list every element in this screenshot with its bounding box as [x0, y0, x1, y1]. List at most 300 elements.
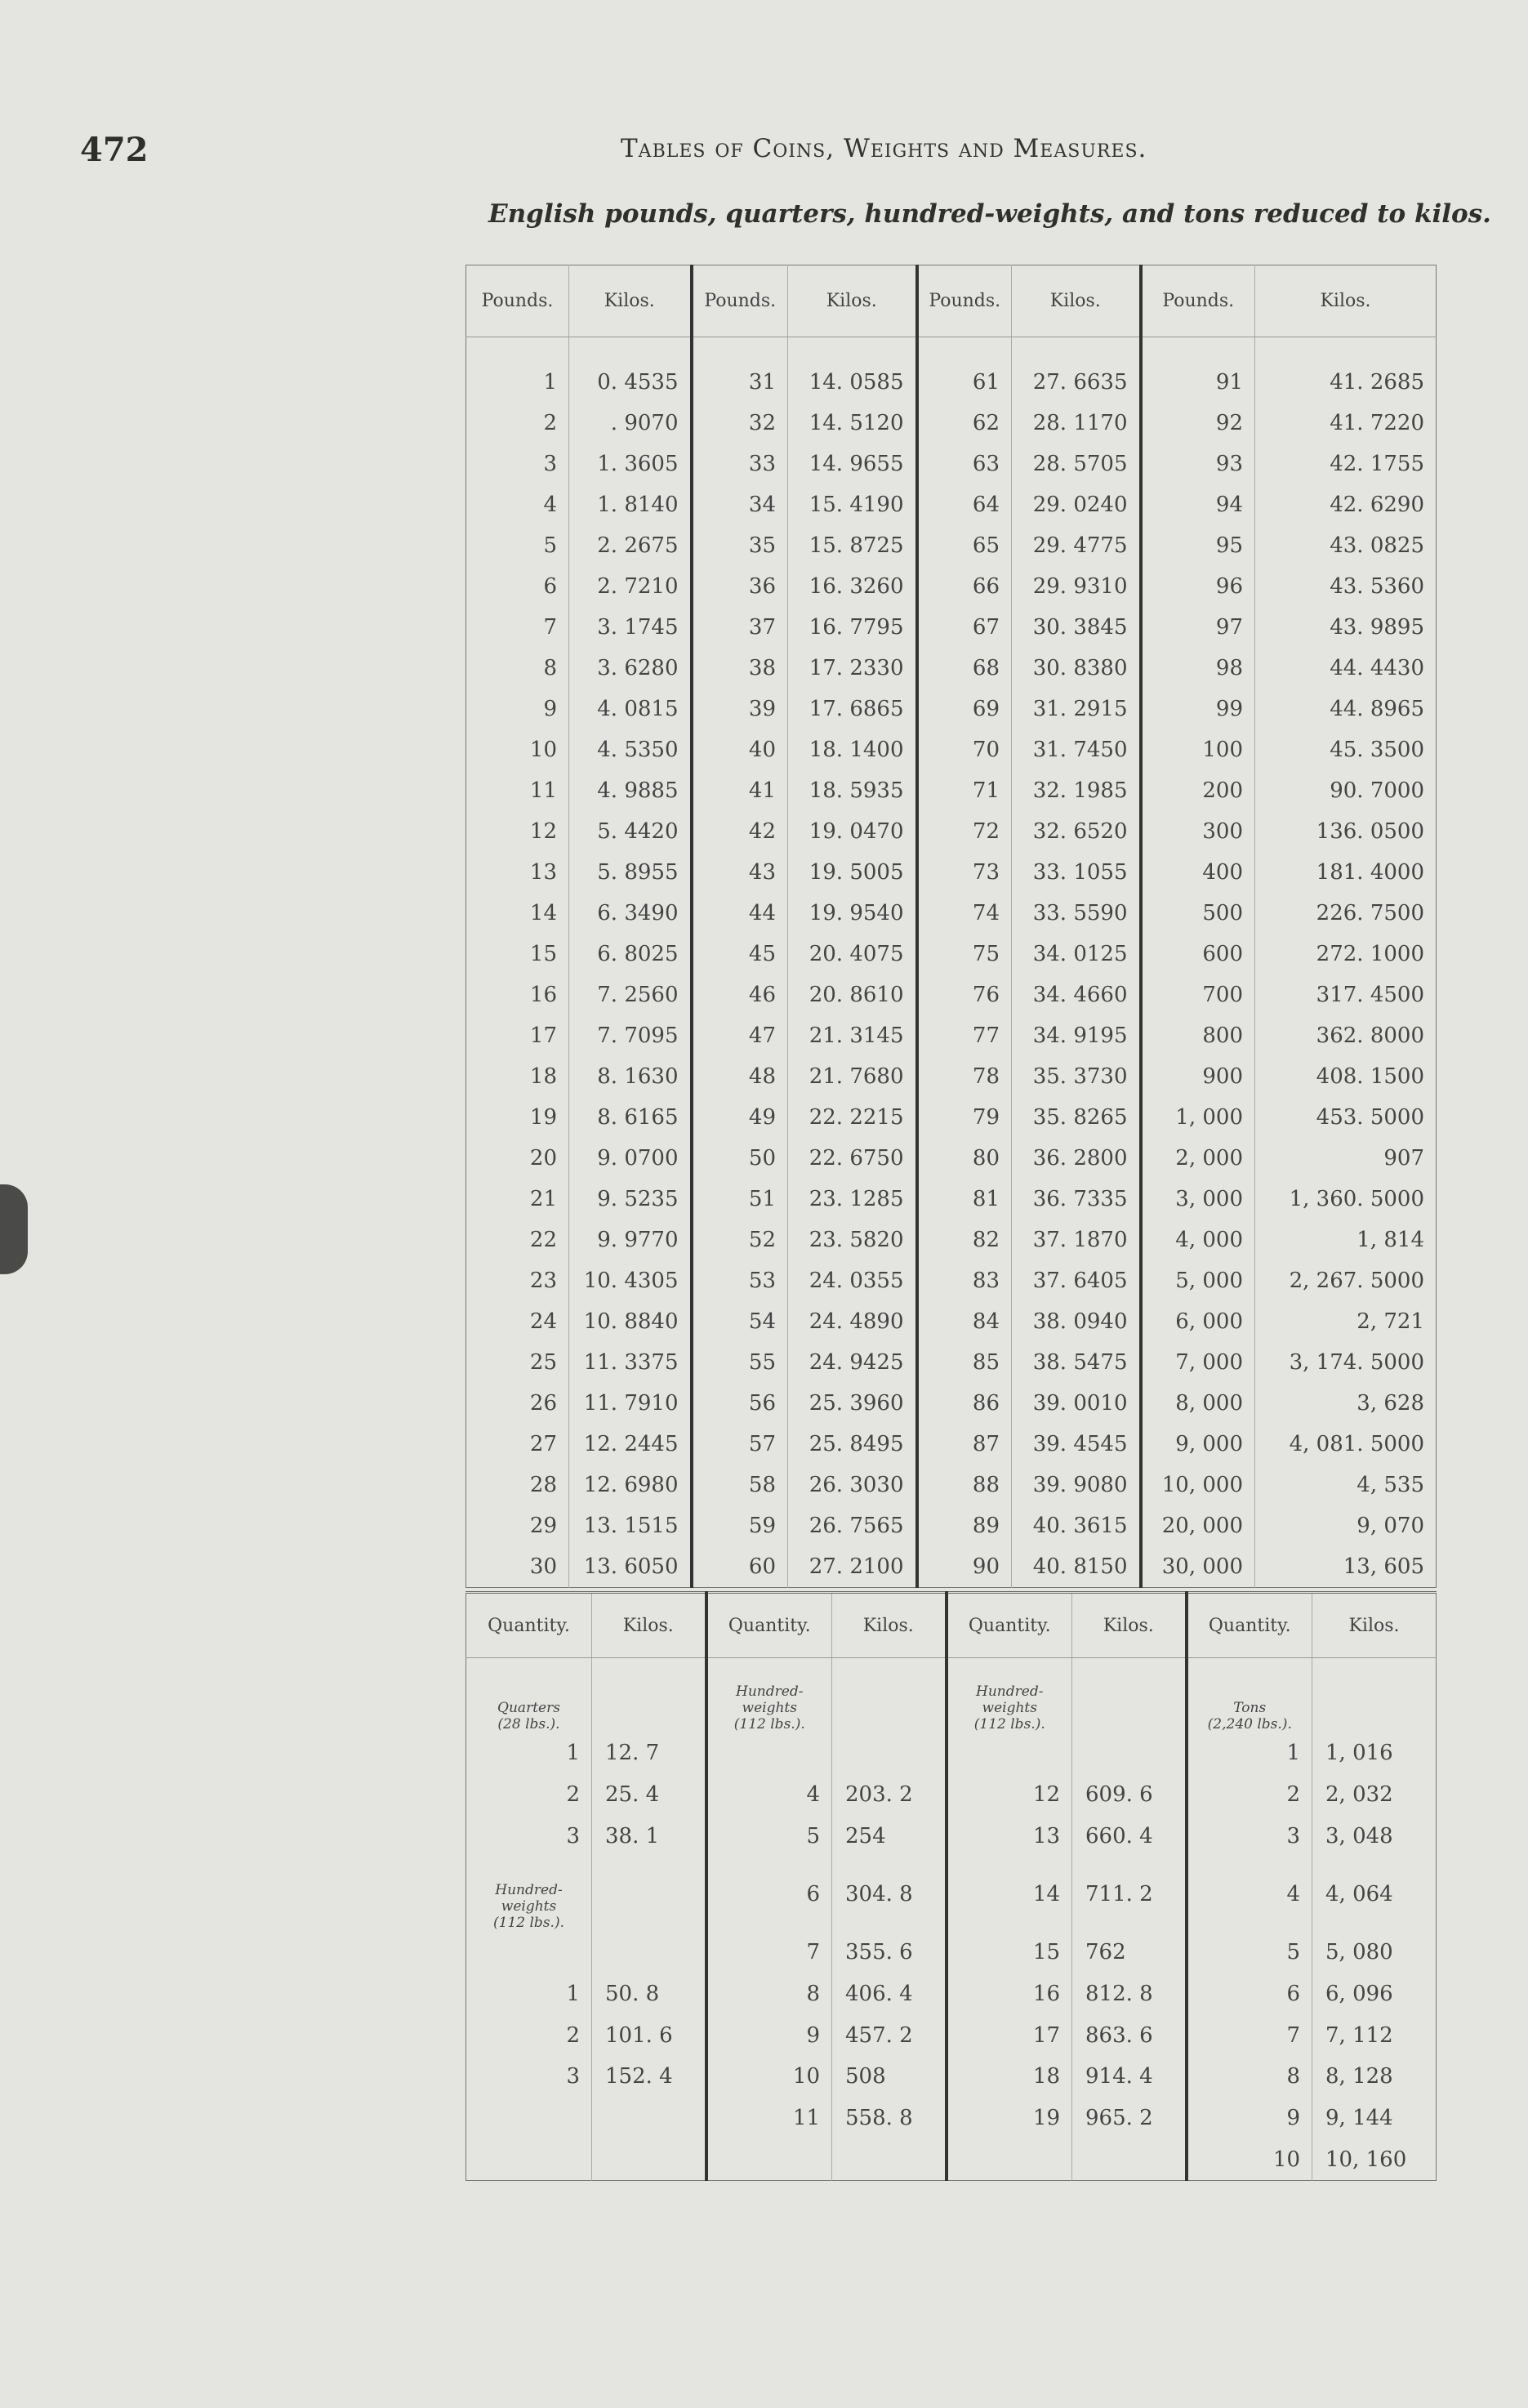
- pounds-cell: 74: [917, 893, 1012, 934]
- pounds-cell: 64: [917, 484, 1012, 525]
- unit-label-line: weights: [501, 1898, 557, 1915]
- quantity-cell: 17: [947, 2014, 1072, 2056]
- pounds-cell: 62: [917, 403, 1012, 444]
- kilos-cell: 12. 2445: [569, 1424, 692, 1465]
- kilos-cell: 2. 7210: [569, 566, 692, 607]
- kilos-cell: 9, 070: [1356, 1514, 1424, 1539]
- pounds-cell: 32: [692, 403, 788, 444]
- pounds-cell: 37: [692, 607, 788, 648]
- kilos-cell: 28. 1170: [1012, 403, 1141, 444]
- kilos-cell: 27. 2100: [788, 1546, 917, 1587]
- pounds-cell: 9, 000: [1141, 1424, 1255, 1465]
- unit-label-line: Hundred-: [495, 1882, 563, 1899]
- pounds-cell: 49: [692, 1097, 788, 1138]
- kilos-cell: 10. 8840: [569, 1301, 692, 1342]
- kilos-cell: 26. 7565: [788, 1505, 917, 1546]
- pounds-cell: 45: [692, 934, 788, 974]
- pounds-cell: 2: [466, 403, 569, 444]
- quantity-cell: 10: [706, 2056, 832, 2098]
- kilos-cell: 19. 9540: [788, 893, 917, 934]
- table-row: [466, 1505, 1437, 1546]
- kilos-cell: 33. 1055: [1012, 852, 1141, 893]
- kilos-cell: 24. 0355: [788, 1260, 917, 1301]
- pounds-cell: 23: [466, 1260, 569, 1301]
- pounds-cell: 67: [917, 607, 1012, 648]
- pounds-cell: 4: [466, 484, 569, 525]
- kilos-cell: 762: [1072, 1931, 1187, 1973]
- kilos-cell: 2. 2675: [569, 525, 692, 566]
- kilos-cell: 408. 1500: [1316, 1064, 1424, 1090]
- pounds-cell: 8, 000: [1141, 1383, 1255, 1424]
- pounds-cell: 48: [692, 1056, 788, 1097]
- quantity-cell: [706, 1732, 832, 1774]
- pounds-cell: 18: [466, 1056, 569, 1097]
- kilos-cell: [1312, 1658, 1437, 1732]
- pounds-cell: 30, 000: [1141, 1546, 1255, 1587]
- kilos-cell: 38. 0940: [1012, 1301, 1141, 1342]
- kilos-cell: 42. 1755: [1330, 451, 1424, 476]
- table-row: [466, 1301, 1437, 1342]
- table-row: [466, 1546, 1437, 1587]
- kilos-cell: 41. 2685: [1330, 369, 1424, 395]
- table-row: [466, 362, 1437, 403]
- pounds-cell: 5: [466, 525, 569, 566]
- kilos-cell: 1. 3605: [569, 444, 692, 484]
- table-row: [466, 1220, 1437, 1260]
- kilos-cell: 22. 2215: [788, 1097, 917, 1138]
- kilos-cell: 203. 2: [832, 1774, 947, 1816]
- pounds-cell: 44: [692, 893, 788, 934]
- kilos-cell: 6, 096: [1325, 1981, 1393, 2006]
- quantity-cell: [466, 1931, 592, 1973]
- pounds-cell: 100: [1141, 729, 1255, 770]
- pounds-cell: 15: [466, 934, 569, 974]
- quantity-cell: 6: [1187, 1973, 1312, 2014]
- quantity-cell: 6: [706, 1857, 832, 1931]
- pounds-cell: 26: [466, 1383, 569, 1424]
- unit-label-line: (28 lbs.).: [497, 1715, 560, 1732]
- kilos-cell: 28. 5705: [1012, 444, 1141, 484]
- kilos-cell: 1, 016: [1325, 1741, 1393, 1766]
- pounds-cell: 24: [466, 1301, 569, 1342]
- quantity-cell: 1: [466, 1732, 592, 1774]
- pounds-cell: 66: [917, 566, 1012, 607]
- quantity-cell: 18: [947, 2056, 1072, 2098]
- kilos-cell: 32. 1985: [1012, 770, 1141, 811]
- kilos-cell: 406. 4: [832, 1973, 947, 2014]
- kilos-cell: [832, 2139, 947, 2181]
- kilos-cell: 36. 2800: [1012, 1138, 1141, 1179]
- kilos-cell: 8. 1630: [569, 1056, 692, 1097]
- quantity-cell: 2: [466, 2014, 592, 2056]
- table-row: [466, 1138, 1437, 1179]
- pounds-cell: 50: [692, 1138, 788, 1179]
- pounds-cell: 31: [692, 362, 788, 403]
- kilos-cell: 914. 4: [1072, 2056, 1187, 2098]
- kilos-cell: 558. 8: [832, 2098, 947, 2139]
- unit-label: [466, 1857, 592, 1931]
- table-row: [466, 1260, 1437, 1301]
- pounds-cell: 3, 000: [1141, 1179, 1255, 1220]
- kilos-cell: 31. 7450: [1012, 729, 1141, 770]
- pounds-cell: 97: [1141, 607, 1255, 648]
- kilos-cell: 14. 9655: [788, 444, 917, 484]
- kilos-cell: 42. 6290: [1330, 492, 1424, 517]
- kilos-cell: 18. 1400: [788, 729, 917, 770]
- kilos-cell: 15. 8725: [788, 525, 917, 566]
- quantity-cell: 7: [706, 1931, 832, 1973]
- table-row: [466, 607, 1437, 648]
- pounds-cell: 9: [466, 689, 569, 729]
- pounds-to-kilos-table: [466, 265, 1437, 1588]
- pounds-cell: 13: [466, 852, 569, 893]
- pounds-cell: 56: [692, 1383, 788, 1424]
- table-row: [466, 1465, 1437, 1505]
- kilos-cell: 8. 6165: [569, 1097, 692, 1138]
- table-row: [466, 1857, 1437, 1931]
- kilos-cell: [592, 2098, 706, 2139]
- quantity-cell: 16: [947, 1973, 1072, 2014]
- quantity-to-kilos-table: [466, 1591, 1437, 2181]
- kilos-cell: 6. 8025: [569, 934, 692, 974]
- pounds-cell: 54: [692, 1301, 788, 1342]
- kilos-cell: 40. 3615: [1012, 1505, 1141, 1546]
- kilos-cell: 44. 4430: [1330, 655, 1424, 680]
- kilos-cell: 907: [1383, 1146, 1424, 1171]
- kilos-cell: [592, 1931, 706, 1973]
- table-row: [466, 484, 1437, 525]
- pounds-cell: 86: [917, 1383, 1012, 1424]
- quantity-cell: 12: [947, 1774, 1072, 1816]
- table-row: [466, 525, 1437, 566]
- table-row: [466, 648, 1437, 689]
- kilos-cell: 11. 3375: [569, 1342, 692, 1383]
- pounds-cell: 7: [466, 607, 569, 648]
- pounds-cell: 19: [466, 1097, 569, 1138]
- pounds-cell: 40: [692, 729, 788, 770]
- kilos-cell: 453. 5000: [1316, 1105, 1424, 1130]
- unit-label-line: Hundred-: [976, 1683, 1044, 1700]
- kilos-cell: [592, 2139, 706, 2181]
- pounds-cell: 55: [692, 1342, 788, 1383]
- table-row: [466, 729, 1437, 770]
- table-row: [466, 1815, 1437, 1857]
- kilos-cell: 20. 4075: [788, 934, 917, 974]
- table-row: [466, 1774, 1437, 1816]
- kilos-cell: 41. 7220: [1330, 410, 1424, 435]
- pounds-cell: 93: [1141, 444, 1255, 484]
- header-cell: Kilos.: [788, 265, 917, 337]
- table-subtitle: English pounds, quarters, hundred-weights, and tons reduced to kilos.: [488, 199, 1491, 229]
- kilos-cell: 30. 3845: [1012, 607, 1141, 648]
- header-cell: Quantity.: [466, 1593, 592, 1658]
- kilos-cell: 14. 0585: [788, 362, 917, 403]
- kilos-cell: 19. 5005: [788, 852, 917, 893]
- kilos-cell: 43. 5360: [1330, 573, 1424, 599]
- unit-label-line: (112 lbs.).: [973, 1715, 1045, 1732]
- kilos-cell: 1. 8140: [569, 484, 692, 525]
- kilos-cell: [1072, 1732, 1187, 1774]
- page-blemish: [0, 1184, 28, 1274]
- header-cell: Pounds.: [466, 265, 569, 337]
- kilos-cell: 2, 267. 5000: [1289, 1269, 1424, 1294]
- table-row: [466, 2098, 1437, 2139]
- unit-label: [1187, 1658, 1312, 1732]
- kilos-cell: 965. 2: [1072, 2098, 1187, 2139]
- pounds-cell: 98: [1141, 648, 1255, 689]
- kilos-cell: 40. 8150: [1012, 1546, 1141, 1587]
- kilos-cell: 12. 6980: [569, 1465, 692, 1505]
- kilos-cell: 29. 9310: [1012, 566, 1141, 607]
- pounds-cell: 79: [917, 1097, 1012, 1138]
- header-cell: Kilos.: [1012, 265, 1141, 337]
- kilos-cell: 5, 080: [1325, 1939, 1393, 1964]
- kilos-cell: 26. 3030: [788, 1465, 917, 1505]
- kilos-cell: 15. 4190: [788, 484, 917, 525]
- unit-label-line: (112 lbs.).: [493, 1915, 564, 1932]
- kilos-cell: 32. 6520: [1012, 811, 1141, 852]
- kilos-cell: 812. 8: [1072, 1973, 1187, 2014]
- kilos-cell: 25. 3960: [788, 1383, 917, 1424]
- pounds-cell: 88: [917, 1465, 1012, 1505]
- kilos-cell: 23. 1285: [788, 1179, 917, 1220]
- header-cell: Kilos.: [569, 265, 692, 337]
- kilos-cell: 136. 0500: [1316, 818, 1424, 844]
- pounds-cell: 99: [1141, 689, 1255, 729]
- kilos-cell: 4, 081. 5000: [1289, 1432, 1424, 1457]
- table-row: [466, 1056, 1437, 1097]
- pounds-cell: 80: [917, 1138, 1012, 1179]
- kilos-cell: 7, 112: [1325, 2022, 1393, 2048]
- pounds-cell: 17: [466, 1015, 569, 1056]
- pounds-table-header: [466, 265, 1437, 337]
- kilos-cell: 23. 5820: [788, 1220, 917, 1260]
- pounds-cell: 3: [466, 444, 569, 484]
- kilos-cell: 355. 6: [832, 1931, 947, 1973]
- quantity-cell: [706, 2139, 832, 2181]
- table-row: [466, 1931, 1437, 1973]
- header-cell: Pounds.: [692, 265, 788, 337]
- kilos-cell: 45. 3500: [1330, 737, 1424, 762]
- pounds-cell: 36: [692, 566, 788, 607]
- pounds-cell: 61: [917, 362, 1012, 403]
- pounds-cell: 87: [917, 1424, 1012, 1465]
- pounds-cell: 200: [1141, 770, 1255, 811]
- kilos-cell: 1, 814: [1356, 1228, 1424, 1253]
- kilos-cell: 38. 1: [592, 1815, 706, 1857]
- kilos-cell: 1, 360. 5000: [1289, 1187, 1424, 1212]
- quantity-table-body: [466, 1658, 1437, 2181]
- kilos-cell: 3. 1745: [569, 607, 692, 648]
- quantity-cell: 3: [1187, 1815, 1312, 1857]
- table-row: [466, 2056, 1437, 2098]
- kilos-cell: 7. 7095: [569, 1015, 692, 1056]
- kilos-cell: 6. 3490: [569, 893, 692, 934]
- kilos-cell: 39. 4545: [1012, 1424, 1141, 1465]
- pounds-cell: 20: [466, 1138, 569, 1179]
- kilos-cell: 181. 4000: [1316, 859, 1424, 885]
- kilos-cell: 711. 2: [1072, 1857, 1187, 1931]
- table-row: [466, 1097, 1437, 1138]
- pounds-cell: 77: [917, 1015, 1012, 1056]
- table-row: [466, 852, 1437, 893]
- kilos-cell: 34. 4660: [1012, 974, 1141, 1015]
- pounds-cell: 51: [692, 1179, 788, 1220]
- kilos-cell: 17. 2330: [788, 648, 917, 689]
- pounds-cell: 4, 000: [1141, 1220, 1255, 1260]
- quantity-table-header: [466, 1593, 1437, 1658]
- pounds-cell: 68: [917, 648, 1012, 689]
- pounds-cell: 82: [917, 1220, 1012, 1260]
- kilos-cell: 37. 6405: [1012, 1260, 1141, 1301]
- table-row: [466, 566, 1437, 607]
- header-cell: Kilos.: [1072, 1593, 1187, 1658]
- kilos-cell: 226. 7500: [1316, 900, 1424, 925]
- kilos-cell: [832, 1658, 947, 1732]
- kilos-cell: 5. 4420: [569, 811, 692, 852]
- kilos-cell: 152. 4: [592, 2056, 706, 2098]
- kilos-cell: [1072, 2139, 1187, 2181]
- pounds-cell: 47: [692, 1015, 788, 1056]
- pounds-cell: 27: [466, 1424, 569, 1465]
- quantity-cell: 9: [1187, 2098, 1312, 2139]
- quantity-cell: [466, 2139, 592, 2181]
- table-row: [466, 1383, 1437, 1424]
- pounds-cell: 22: [466, 1220, 569, 1260]
- pounds-cell: 63: [917, 444, 1012, 484]
- kilos-cell: 21. 3145: [788, 1015, 917, 1056]
- pounds-cell: 58: [692, 1465, 788, 1505]
- pounds-cell: 43: [692, 852, 788, 893]
- pounds-cell: 39: [692, 689, 788, 729]
- quantity-cell: 3: [466, 1815, 592, 1857]
- kilos-cell: 35. 8265: [1012, 1097, 1141, 1138]
- pounds-cell: 71: [917, 770, 1012, 811]
- kilos-cell: 10, 160: [1325, 2147, 1407, 2172]
- quantity-cell: 7: [1187, 2014, 1312, 2056]
- kilos-cell: 7. 2560: [569, 974, 692, 1015]
- header-cell: Kilos.: [1255, 265, 1437, 337]
- pounds-cell: 700: [1141, 974, 1255, 1015]
- quantity-cell: 2: [1187, 1774, 1312, 1816]
- pounds-cell: 85: [917, 1342, 1012, 1383]
- kilos-cell: 37. 1870: [1012, 1220, 1141, 1260]
- kilos-cell: 20. 8610: [788, 974, 917, 1015]
- pounds-cell: 600: [1141, 934, 1255, 974]
- kilos-cell: 3, 048: [1325, 1823, 1393, 1848]
- table-row: [466, 2139, 1437, 2181]
- kilos-cell: [832, 1732, 947, 1774]
- table-row: [466, 403, 1437, 444]
- header-cell: Pounds.: [917, 265, 1012, 337]
- pounds-cell: 75: [917, 934, 1012, 974]
- kilos-cell: 508: [832, 2056, 947, 2098]
- table-row: [466, 934, 1437, 974]
- quantity-cell: 13: [947, 1815, 1072, 1857]
- kilos-cell: 18. 5935: [788, 770, 917, 811]
- quantity-cell: [947, 2139, 1072, 2181]
- table-row: [466, 1342, 1437, 1383]
- kilos-cell: 90. 7000: [1330, 778, 1424, 803]
- kilos-cell: 31. 2915: [1012, 689, 1141, 729]
- pounds-cell: 400: [1141, 852, 1255, 893]
- pounds-cell: 29: [466, 1505, 569, 1546]
- kilos-cell: 5. 8955: [569, 852, 692, 893]
- pounds-cell: 10, 000: [1141, 1465, 1255, 1505]
- kilos-cell: 29. 4775: [1012, 525, 1141, 566]
- pounds-cell: 21: [466, 1179, 569, 1220]
- kilos-cell: 317. 4500: [1316, 982, 1424, 1007]
- kilos-cell: 12. 7: [592, 1732, 706, 1774]
- pounds-cell: 12: [466, 811, 569, 852]
- pounds-cell: 38: [692, 648, 788, 689]
- kilos-cell: 4. 5350: [569, 729, 692, 770]
- kilos-cell: 13. 6050: [569, 1546, 692, 1587]
- pounds-cell: 57: [692, 1424, 788, 1465]
- kilos-cell: . 9070: [569, 403, 692, 444]
- pounds-cell: 96: [1141, 566, 1255, 607]
- unit-label: [466, 1658, 592, 1732]
- kilos-cell: 14. 5120: [788, 403, 917, 444]
- kilos-cell: 101. 6: [592, 2014, 706, 2056]
- kilos-cell: 4, 064: [1325, 1881, 1393, 1906]
- header-cell: Kilos.: [592, 1593, 706, 1658]
- header-cell: Pounds.: [1141, 265, 1255, 337]
- header-cell: Kilos.: [832, 1593, 947, 1658]
- quantity-cell: 11: [706, 2098, 832, 2139]
- quantity-cell: 15: [947, 1931, 1072, 1973]
- kilos-cell: 24. 9425: [788, 1342, 917, 1383]
- quantity-cell: 4: [1187, 1857, 1312, 1931]
- kilos-cell: 4. 0815: [569, 689, 692, 729]
- kilos-cell: 660. 4: [1072, 1815, 1187, 1857]
- pounds-cell: 60: [692, 1546, 788, 1587]
- header-cell: Quantity.: [1187, 1593, 1312, 1658]
- pounds-cell: 53: [692, 1260, 788, 1301]
- pounds-cell: 8: [466, 648, 569, 689]
- kilos-cell: 9, 144: [1325, 2106, 1393, 2131]
- kilos-cell: 13, 605: [1343, 1554, 1424, 1580]
- kilos-cell: [592, 1857, 706, 1931]
- kilos-cell: 16. 7795: [788, 607, 917, 648]
- quantity-cell: 14: [947, 1857, 1072, 1931]
- pounds-cell: 35: [692, 525, 788, 566]
- kilos-cell: 8, 128: [1325, 2064, 1393, 2089]
- header-cell: Quantity.: [706, 1593, 832, 1658]
- pounds-cell: 28: [466, 1465, 569, 1505]
- unit-label: [706, 1658, 832, 1732]
- pounds-cell: 84: [917, 1301, 1012, 1342]
- pounds-cell: 34: [692, 484, 788, 525]
- kilos-cell: 304. 8: [832, 1857, 947, 1931]
- pounds-cell: 81: [917, 1179, 1012, 1220]
- kilos-cell: 25. 8495: [788, 1424, 917, 1465]
- quantity-cell: 2: [466, 1774, 592, 1816]
- kilos-cell: 34. 0125: [1012, 934, 1141, 974]
- kilos-cell: 254: [832, 1815, 947, 1857]
- unit-label-line: Tons: [1233, 1699, 1267, 1716]
- header-cell: Kilos.: [1312, 1593, 1437, 1658]
- pounds-cell: 800: [1141, 1015, 1255, 1056]
- unit-label-line: (2,240 lbs.).: [1207, 1715, 1292, 1732]
- pounds-cell: 91: [1141, 362, 1255, 403]
- pounds-cell: 500: [1141, 893, 1255, 934]
- pounds-cell: 73: [917, 852, 1012, 893]
- pounds-cell: 14: [466, 893, 569, 934]
- pounds-cell: 6, 000: [1141, 1301, 1255, 1342]
- table-row: [466, 1732, 1437, 1774]
- pounds-cell: 300: [1141, 811, 1255, 852]
